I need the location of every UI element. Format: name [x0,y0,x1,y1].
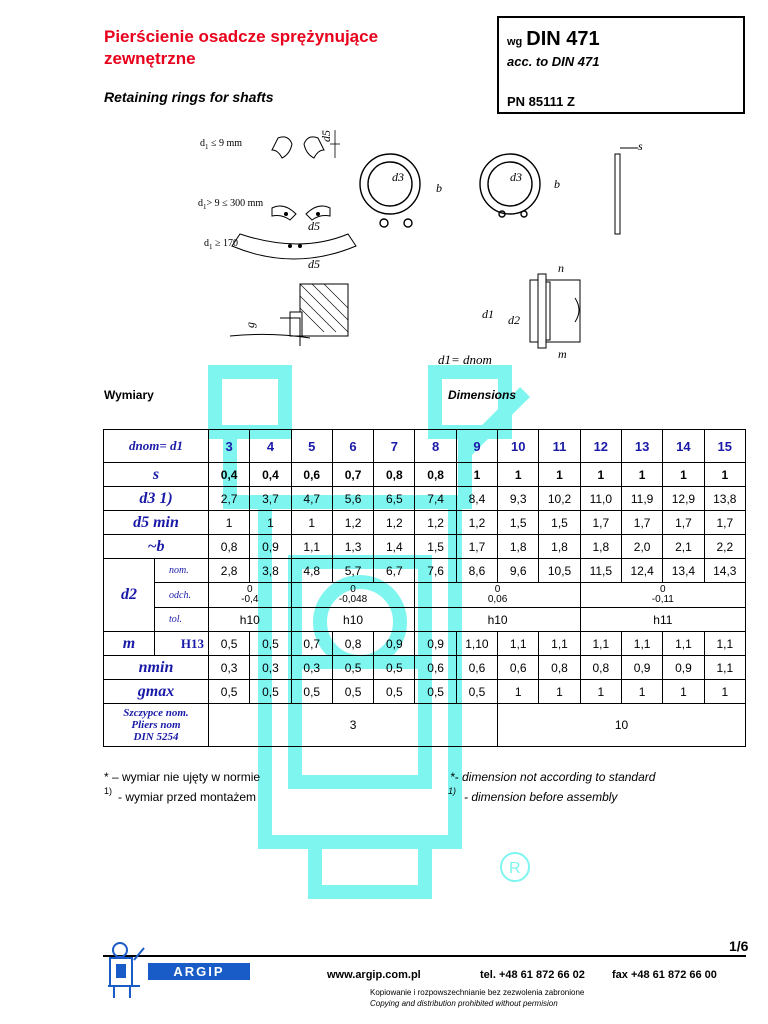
technical-drawing [190,118,660,378]
d5-value: 1,2 [415,511,456,535]
d5-value: 1,7 [621,511,662,535]
g-label: gmax [104,680,209,704]
d5-label: d5 min [104,511,209,535]
size-header: 15 [704,430,745,463]
s-value: 0,8 [374,463,415,487]
table-header-row [104,430,746,463]
section-label-en: Dimensions [448,388,517,402]
table-row-d2-nom [104,559,746,583]
g-value: 0,5 [332,680,373,704]
d5-value: 1,5 [539,511,580,535]
d3-value: 8,4 [456,487,497,511]
title-polish-line2: zewnętrzne [104,49,196,68]
d5-value: 1 [250,511,291,535]
footnote-pl-1: - wymiar przed montażem [118,790,257,804]
label-g: g [243,322,257,328]
pliers-label [104,704,209,747]
n-value: 0,3 [250,656,291,680]
d5-value: 1,5 [498,511,539,535]
label-d1-gt-9: $d_1> 9 \le 300$ mm [198,198,264,211]
table-row-m [104,632,746,656]
odch-lower: 0,06 [487,594,508,605]
m-h13-label: H13 [155,632,209,656]
standard-pn: PN 85111 Z [507,94,575,109]
d2-tol-value: h10 [291,608,415,632]
standard-din-number: DIN 471 [526,28,600,50]
d2-tol-label: tol. [155,608,209,632]
telephone: tel. +48 61 872 66 02 [480,969,585,981]
n-value: 0,3 [209,656,250,680]
g-value: 0,5 [291,680,332,704]
g-value: 1 [663,680,704,704]
table-row-n [104,656,746,680]
label-m: m [558,347,567,361]
n-value: 0,5 [332,656,373,680]
m-value: 1,1 [704,632,745,656]
m-value: 1,1 [580,632,621,656]
label-d5-low: d5 [308,257,320,271]
d3-label: d3 1) [104,487,209,511]
s-value: 0,6 [291,463,332,487]
d2_nom-value: 2,8 [209,559,250,583]
d2-odch-value [209,583,292,608]
m-value: 1,1 [621,632,662,656]
ring-front-view-1 [360,154,420,227]
pliers-label-line: Pliers nom [131,719,181,731]
d5-value: 1,7 [663,511,704,535]
g-value: 0,5 [415,680,456,704]
s-label: s [104,463,209,487]
d2-tol-value: h11 [580,608,745,632]
pliers-value: 3 [209,704,498,747]
label-d2: d2 [508,313,520,327]
d3-value: 13,8 [704,487,745,511]
m-value: 1,1 [663,632,704,656]
d2-tol-value: h10 [209,608,292,632]
title-english: Retaining rings for shafts [104,89,274,105]
size-header: 12 [580,430,621,463]
d2_nom-value: 11,5 [580,559,621,583]
dnom-label: dnom= d1 [104,430,209,463]
label-d1-le-9: $d_1 \le 9$ mm [200,138,243,151]
d3-value: 5,6 [332,487,373,511]
n-value: 0,8 [539,656,580,680]
d2-tol-value: h10 [415,608,580,632]
g-value: 0,5 [250,680,291,704]
size-header: 3 [209,430,250,463]
d5-value: 1,2 [374,511,415,535]
n-value: 0,5 [374,656,415,680]
b-value: 1,8 [539,535,580,559]
d2_nom-value: 7,6 [415,559,456,583]
n-value: 0,6 [498,656,539,680]
s-value: 0,7 [332,463,373,487]
pliers-value: 10 [498,704,746,747]
size-header: 10 [498,430,539,463]
size-header: 4 [250,430,291,463]
odch-upper: 0 [660,584,666,595]
table-row-d5 [104,511,746,535]
table-row-pliers [104,704,746,747]
b-value: 2,0 [621,535,662,559]
m-value: 0,9 [374,632,415,656]
m-value: 0,5 [209,632,250,656]
small-ring-detail [272,137,324,158]
size-header: 5 [291,430,332,463]
size-header: 11 [539,430,580,463]
size-header: 6 [332,430,373,463]
b-value: 0,8 [209,535,250,559]
m-value: 0,8 [332,632,373,656]
d5-value: 1 [291,511,332,535]
s-value: 0,4 [209,463,250,487]
g-value: 1 [539,680,580,704]
d3-value: 12,9 [663,487,704,511]
size-header: 13 [621,430,662,463]
argip-logo-icon [104,940,148,1002]
odch-upper: 0 [494,584,501,595]
b-value: 1,8 [580,535,621,559]
s-value: 0,8 [415,463,456,487]
n-label: nmin [104,656,209,680]
label-d3-2: d3 [510,170,522,184]
d2_nom-value: 3,8 [250,559,291,583]
d3-value: 6,5 [374,487,415,511]
n-value: 0,3 [291,656,332,680]
ring-front-view-2 [480,154,540,217]
d2-odch-label: odch. [155,583,209,608]
shaft-view [530,274,580,348]
g-value: 0,5 [209,680,250,704]
standard-wg: wg [507,36,523,48]
m-value: 0,5 [250,632,291,656]
m-value: 1,10 [456,632,497,656]
large-ring-detail [232,234,356,259]
odch-lower: -0,11 [651,594,674,605]
d3-value: 11,0 [580,487,621,511]
brand-name: ARGIP [148,963,250,980]
label-b-2: b [554,177,560,191]
d2_nom-value: 8,6 [456,559,497,583]
pliers-label-line: DIN 5254 [133,731,179,743]
d5-value: 1,2 [332,511,373,535]
groove-section [230,284,348,346]
s-value: 1 [621,463,662,487]
m-value: 1,1 [498,632,539,656]
d5-value: 1 [209,511,250,535]
b-value: 1,3 [332,535,373,559]
label-d3-1: d3 [392,170,404,184]
s-value: 0,4 [250,463,291,487]
d3-value: 10,2 [539,487,580,511]
table-row-g [104,680,746,704]
dimensions-table [103,429,746,747]
d2_nom-value: 6,7 [374,559,415,583]
n-value: 0,9 [663,656,704,680]
b-value: 2,1 [663,535,704,559]
copyright-en: Copying and distribution prohibited without permision [370,999,558,1008]
g-value: 1 [580,680,621,704]
size-header: 14 [663,430,704,463]
d2-label: d2 [104,559,155,632]
size-header: 8 [415,430,456,463]
label-b-1: b [436,181,442,195]
footnote-pl-star: * – wymiar nie ujęty w normie [104,770,261,784]
s-value: 1 [704,463,745,487]
b-value: 1,5 [415,535,456,559]
title-polish-line1: Pierścienie osadcze sprężynujące [104,27,379,46]
d5-value: 1,2 [456,511,497,535]
label-d1: d1 [482,307,494,321]
copyright-pl: Kopiowanie i rozpowszechnianie bez zezwolenia zabronione [370,988,585,997]
d2_nom-value: 5,7 [332,559,373,583]
label-d5-top: d5 [319,130,333,142]
b-value: 1,8 [498,535,539,559]
footnote-en-star: *- dimension not according to standard [450,770,656,784]
d2-odch-value [580,583,745,608]
standard-box [497,16,745,114]
d3-value: 9,3 [498,487,539,511]
g-value: 1 [704,680,745,704]
odch-lower: -0,4 [241,594,259,605]
g-value: 1 [498,680,539,704]
b-value: 2,2 [704,535,745,559]
pliers-label-line: Szczypce nom. [123,707,189,719]
odch-upper: 0 [247,584,253,595]
fax: fax +48 61 872 66 00 [612,969,717,981]
d3-value: 4,7 [291,487,332,511]
s-value: 1 [663,463,704,487]
d3-value: 11,9 [621,487,662,511]
label-n: n [558,261,564,275]
d2_nom-value: 12,4 [621,559,662,583]
table-row-s [104,463,746,487]
table-row-d2-odch [104,583,746,608]
b-value: 1,1 [291,535,332,559]
d5-value: 1,7 [580,511,621,535]
s-value: 1 [456,463,497,487]
n-value: 0,9 [621,656,662,680]
title-polish [104,26,378,70]
d2-odch-value [291,583,415,608]
footnote-en-1: - dimension before assembly [464,790,618,804]
size-header: 9 [456,430,497,463]
m-value: 0,7 [291,632,332,656]
s-value: 1 [498,463,539,487]
b-label: ~b [104,535,209,559]
s-value: 1 [580,463,621,487]
svg-text:R: R [509,860,521,877]
n-value: 0,6 [456,656,497,680]
n-value: 1,1 [704,656,745,680]
m-value: 1,1 [539,632,580,656]
n-value: 0,8 [580,656,621,680]
table-row-d3 [104,487,746,511]
label-d1-eq-dnom: d1= dnom [438,352,492,367]
b-value: 1,7 [456,535,497,559]
odch-upper: 0 [350,584,356,595]
odch-lower: -0,048 [338,594,368,605]
d2_nom-value: 4,8 [291,559,332,583]
footnote-en-1-mark: 1) [448,786,457,796]
m-label: m [104,632,155,656]
b-value: 1,4 [374,535,415,559]
d3-value: 2,7 [209,487,250,511]
d2_nom-value: 10,5 [539,559,580,583]
d3-value: 3,7 [250,487,291,511]
d2_nom-value: 9,6 [498,559,539,583]
s-value: 1 [539,463,580,487]
footer-divider [103,955,746,957]
d2_nom-value: 13,4 [663,559,704,583]
d3-value: 7,4 [415,487,456,511]
ring-side-view [615,148,638,234]
label-d1-ge-170: $d_1 \ge 170$ [204,238,238,251]
section-label-pl: Wymiary [104,388,154,402]
size-header: 7 [374,430,415,463]
d2-odch-value [415,583,580,608]
label-d5-mid: d5 [308,219,320,233]
b-value: 0,9 [250,535,291,559]
d5-value: 1,7 [704,511,745,535]
table-row-b [104,535,746,559]
standard-din [507,28,600,51]
table-row-d2-tol [104,608,746,632]
standard-acc-to: acc. to DIN 471 [507,54,600,69]
d2-nom-label: nom. [155,559,209,583]
d2_nom-value: 14,3 [704,559,745,583]
website-link[interactable]: www.argip.com.pl [327,969,421,981]
mid-ring-detail [272,206,330,220]
m-value: 0,9 [415,632,456,656]
page-number: 1/6 [729,938,749,954]
footnote-pl-1-mark: 1) [104,786,113,796]
label-s: s [638,139,643,153]
n-value: 0,6 [415,656,456,680]
g-value: 0,5 [374,680,415,704]
g-value: 0,5 [456,680,497,704]
g-value: 1 [621,680,662,704]
